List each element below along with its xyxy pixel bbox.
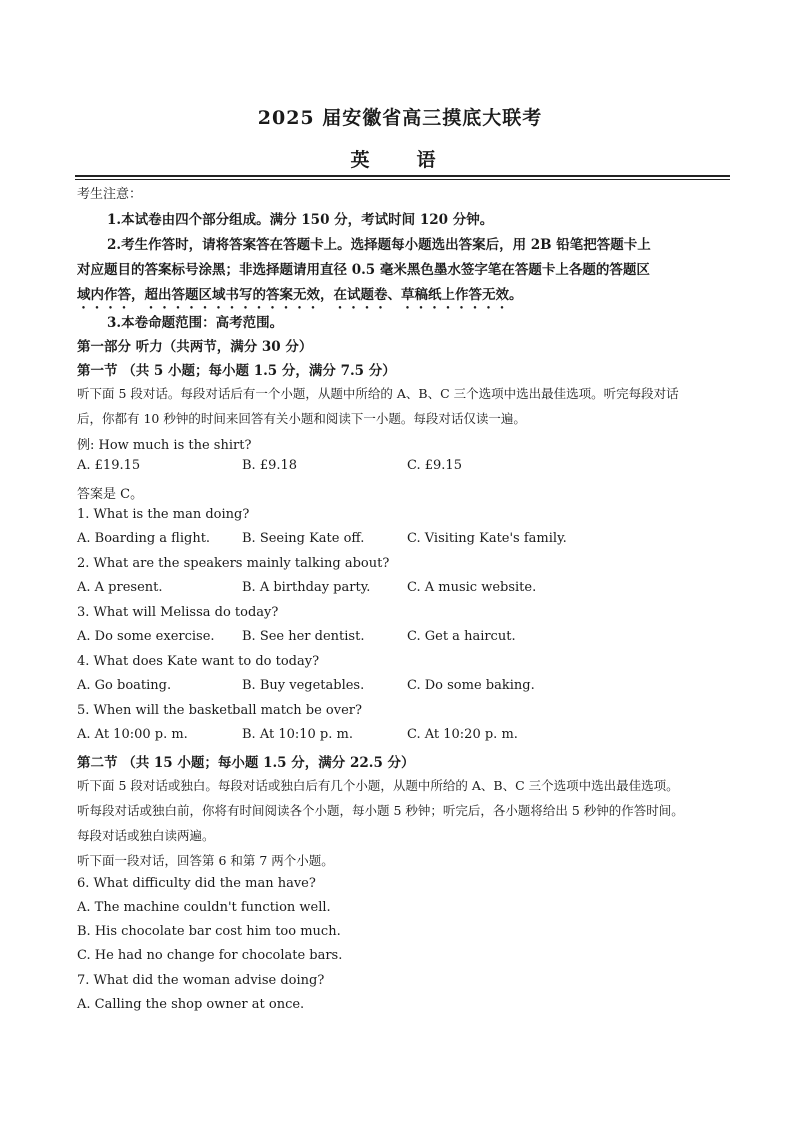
notice-item-3: 3.本卷命题范围：高考范围。 [107,315,284,331]
q3-option-c: C. Get a haircut. [407,629,516,644]
q5-option-c: C. At 10:20 p. m. [407,727,518,742]
example-option-c: C. £9.15 [407,458,462,473]
question-6: 6. What difficulty did the man have? [77,876,316,891]
q5-option-a: A. At 10:00 p. m. [77,727,188,742]
question-4-options [77,678,737,696]
header-rule-thick [75,175,730,177]
q5-option-b: B. At 10:10 p. m. [242,727,353,742]
q6-option-c: C. He had no change for chocolate bars. [77,948,343,963]
example-answer: 答案是 C。 [77,487,144,502]
q1-option-c: C. Visiting Kate's family. [407,531,567,546]
notice-heading: 考生注意： [77,187,143,202]
question-5-options [77,727,737,745]
q3-option-b: B. See her dentist. [242,629,365,644]
header-rule-thin [75,179,730,180]
question-3: 3. What will Melissa do today? [77,605,279,620]
section2-heading: 第二节 （共 15 小题；每小题 1.5 分，满分 22.5 分） [77,755,415,771]
q4-option-b: B. Buy vegetables. [242,678,365,693]
example-option-a: A. £19.15 [77,458,141,473]
section1-instruction-line-2: 后，你都有 10 秒钟的时间来回答有关小题和阅读下一小题。每段对话仅读一遍。 [77,411,526,426]
question-4: 4. What does Kate want to do today? [77,654,320,669]
q2-option-a: A. A present. [77,580,163,595]
section2-instruction-line-1: 听下面 5 段对话或独白。每段对话或独白后有几个小题，从题中所给的 A、B、C 三个选项中选出最佳选项。 [77,778,679,793]
notice-emphasis: 域内作答，超出答题区域书写的答案无效，在试题卷、草稿纸上作答无效。 [77,287,523,303]
q6-option-a: A. The machine couldn't function well. [77,900,331,915]
q4-option-a: A. Go boating. [77,678,172,693]
section2-instruction-line-2: 听每段对话或独白前，你将有时间阅读各个小题，每小题 5 秒钟；听完后，各小题将给出 5 秒钟的作答时间。 [77,803,684,818]
example-option-b: B. £9.18 [242,458,298,473]
q2-option-c: C. A music website. [407,580,537,595]
exam-title: 2025 届安徽省高三摸底大联考 [257,107,543,129]
section2-instruction-line-3: 每段对话或独白读两遍。 [77,828,215,843]
question-1: 1. What is the man doing? [77,507,250,522]
question-1-options [77,531,737,549]
question-5: 5. When will the basketball match be over? [77,703,362,718]
exam-subject: 英 语 [350,149,450,171]
q1-option-a: A. Boarding a flight. [77,531,211,546]
example-question: 例: How much is the shirt? [77,438,252,453]
q1-option-b: B. Seeing Kate off. [242,531,365,546]
example-options [77,458,737,476]
notice-item-1: 1.本试卷由四个部分组成。满分 150 分，考试时间 120 分钟。 [107,212,494,228]
q4-option-c: C. Do some baking. [407,678,535,693]
q2-option-b: B. A birthday party. [242,580,371,595]
section1-instruction-line-1: 听下面 5 段对话。每段对话后有一个小题，从题中所给的 A、B、C 三个选项中选出最佳选项。听完每段对话 [77,386,679,401]
notice-item-2-line-2: 对应题目的答案标号涂黑；非选择题请用直径 0.5 毫米黑色墨水签字笔在答题卡上各题的答题区 [77,262,650,278]
question-2-options [77,580,737,598]
part1-heading: 第一部分 听力（共两节，满分 30 分） [77,339,313,355]
q3-option-a: A. Do some exercise. [77,629,215,644]
notice-item-2-line-3 [77,283,523,312]
q6-option-b: B. His chocolate bar cost him too much. [77,924,341,939]
section2-sub-instruction: 听下面一段对话，回答第 6 和第 7 两个小题。 [77,853,334,868]
q7-option-a: A. Calling the shop owner at once. [77,997,305,1012]
question-7: 7. What did the woman advise doing? [77,973,325,988]
question-3-options [77,629,737,647]
notice-item-2-line-1: 2.考生作答时，请将答案答在答题卡上。选择题每小题选出答案后，用 2B 铅笔把答题卡上 [107,237,651,253]
section1-heading: 第一节 （共 5 小题；每小题 1.5 分，满分 7.5 分） [77,363,396,379]
question-2: 2. What are the speakers mainly talking about? [77,556,390,571]
